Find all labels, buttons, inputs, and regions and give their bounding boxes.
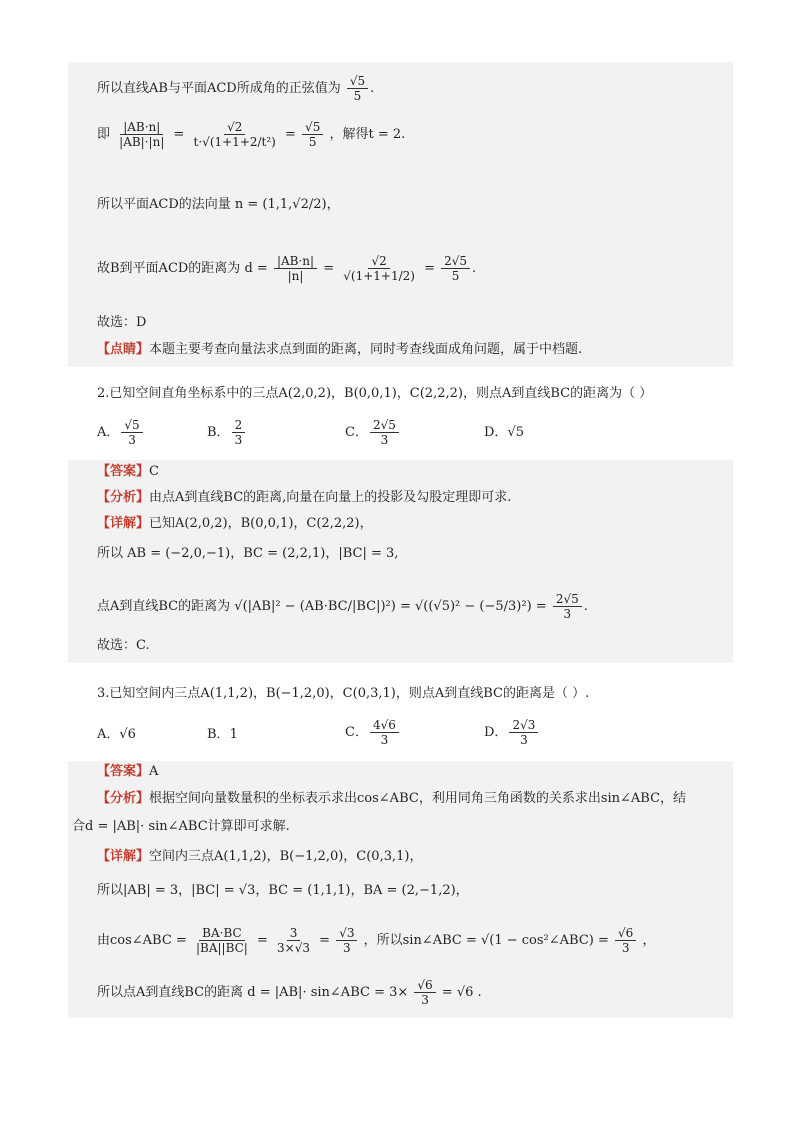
q2-stem: 2.已知空间直角坐标系中的三点A(2,0,2)，B(0,0,1)，C(2,2,2)，则点A到直线BC的距离为（ ） bbox=[97, 386, 653, 401]
solution-block-3 bbox=[68, 761, 733, 1018]
frac-den: t·√(1+1+2/t²) bbox=[193, 135, 276, 149]
answer-value: A bbox=[149, 764, 159, 779]
p1-dianjing bbox=[97, 342, 582, 358]
frac-den: 3 bbox=[421, 993, 429, 1007]
p1-line3: 所以平面ACD的法向量 n = (1,1,√2/2)， bbox=[97, 197, 340, 212]
frac-num: 4√6 bbox=[370, 718, 399, 733]
frac-den: 3 bbox=[128, 433, 136, 447]
p1-line2-post: ，解得t = 2. bbox=[329, 127, 406, 142]
a3-cos: 由cos∠ABC = $\frac{BA\cdot BC}{|BA||BC|}$ = $\frac{3}{3\times√3}$ = $\frac{√3}{3}$ ，所以sin∠ABC = √(1 − cos²∠ABC) = $\frac{√6}{3}$ ， bbox=[97, 926, 656, 955]
frac-den: 3 bbox=[380, 733, 389, 747]
xiangjie-text: 已知A(2,0,2)，B(0,0,1)，C(2,2,2)， bbox=[149, 516, 373, 531]
p1-line2: 即 $\frac{|AB\cdot n|}{|AB|\cdot|n|}$ = $\frac{√2}{\text{t·√(1+1+2/t²)}}$ = $\frac{√5}{5}$ ，解得t = 2. bbox=[97, 120, 406, 149]
p1-line2-lhs bbox=[116, 120, 167, 149]
frac-num: √2 bbox=[224, 120, 245, 135]
option-label: C． bbox=[345, 725, 368, 740]
option-label: D． bbox=[484, 425, 508, 440]
fenxi-text: 根据空间向量数量积的坐标表示求出cos∠ABC，利用同角三角函数的关系求出sin∠ABC，结 bbox=[149, 791, 687, 806]
frac-num: 3 bbox=[287, 926, 301, 941]
p1-line2-mid bbox=[191, 120, 279, 149]
frac-num: 2√5 bbox=[370, 418, 399, 433]
frac-num: √2 bbox=[368, 254, 389, 269]
dist-frac bbox=[553, 592, 582, 621]
frac-den: 5 bbox=[451, 269, 460, 283]
p1-line4-f1 bbox=[274, 254, 317, 283]
cos-f4 bbox=[615, 926, 636, 955]
answer-tag: 【答案】 bbox=[97, 464, 150, 479]
dianjing-tag: 【点睛】 bbox=[97, 342, 150, 357]
dianjing-text: 本题主要考查向量法求点到面的距离，同时考查线面成角问题，属于中档题. bbox=[149, 342, 583, 357]
q2-option-c bbox=[345, 418, 401, 447]
final-pre: 所以点A到直线BC的距离 d = |AB|· sin∠ABC = 3× bbox=[97, 985, 409, 1000]
q2-option-a bbox=[97, 418, 145, 447]
fenxi-text: 由点A到直线BC的距离,向量在向量上的投影及勾股定理即可求. bbox=[149, 490, 512, 505]
cos-pre: 由cos∠ABC = bbox=[97, 933, 187, 948]
a2-vec: 所以 AB = (−2,0,−1)，BC = (2,2,1)，|BC| = 3, bbox=[97, 546, 399, 561]
option-label: C． bbox=[345, 425, 368, 440]
option-label: A． bbox=[97, 727, 120, 742]
frac-den: 3×√3 bbox=[277, 941, 311, 955]
option-frac bbox=[370, 718, 399, 747]
xiangjie-text: 空间内三点A(1,1,2)，B(−1,2,0)，C(0,3,1)， bbox=[149, 849, 423, 864]
frac-den: 5 bbox=[353, 89, 362, 103]
option-label: B． bbox=[207, 727, 230, 742]
frac-den: 3 bbox=[234, 433, 243, 447]
frac-num: 2√3 bbox=[509, 718, 538, 733]
frac-den: |n| bbox=[287, 269, 304, 283]
xiangjie-tag: 【详解】 bbox=[97, 849, 150, 864]
frac-num: |AB·n| bbox=[274, 254, 317, 269]
frac-den: 3 bbox=[520, 733, 528, 747]
answer-tag: 【答案】 bbox=[97, 764, 150, 779]
frac-num: √5 bbox=[302, 120, 323, 135]
p1-line1-frac bbox=[347, 74, 368, 103]
cos-f1 bbox=[193, 926, 251, 955]
frac-num: √6 bbox=[615, 926, 636, 941]
xiangjie-tag: 【详解】 bbox=[97, 516, 150, 531]
frac-num: √6 bbox=[414, 978, 435, 993]
a3-fenxi-2: 合d = |AB|· sin∠ABC计算即可求解. bbox=[72, 819, 290, 834]
option-label: D． bbox=[484, 725, 508, 740]
frac-num: √5 bbox=[121, 418, 142, 433]
frac-num: 2 bbox=[232, 418, 246, 433]
a2-dist: 点A到直线BC的距离为 √(|AB|² − (AB·BC/|BC|)²) = √((√5)² − (−5/3)²) = $\frac{2√5}{3}$ . bbox=[97, 592, 588, 621]
solution-block-2 bbox=[68, 460, 733, 663]
frac-den: 3 bbox=[380, 433, 389, 447]
frac-den: 3 bbox=[343, 941, 351, 955]
a2-xiangjie bbox=[97, 516, 373, 532]
solution-block-1 bbox=[68, 62, 733, 367]
option-frac bbox=[232, 418, 246, 447]
p1-line4-f2 bbox=[340, 254, 418, 283]
frac-den: 5 bbox=[308, 135, 317, 149]
cos-f3 bbox=[336, 926, 357, 955]
p1-line2-pre: 即 bbox=[97, 127, 111, 142]
q2-option-b bbox=[207, 418, 247, 447]
cos-mid: ，所以sin∠ABC = √(1 − cos²∠ABC) = bbox=[363, 933, 609, 948]
option-label: A． bbox=[97, 425, 120, 440]
option-value: √5 bbox=[507, 425, 524, 440]
a3-xiangjie bbox=[97, 849, 422, 865]
frac-den: √(1+1+1/2) bbox=[343, 269, 415, 283]
q3-stem: 3.已知空间内三点A(1,1,2)，B(−1,2,0)，C(0,3,1)，则点A到直线BC的距离是（ ）. bbox=[97, 686, 590, 701]
p1-line4-f3 bbox=[441, 254, 470, 283]
p1-line4-pre: 故B到平面ACD的距离为 d = bbox=[97, 261, 268, 276]
dist-expr: √(|AB|² − (AB·BC/|BC|)²) = √((√5)² − (−5/3)²) = bbox=[234, 599, 547, 614]
p1-line4: 故B到平面ACD的距离为 d = $\frac{|AB\cdot n|}{|n|}$ = $\frac{√2}{√(1+1+1/2)}$ = $\frac{2√5}{5}$ . bbox=[97, 254, 477, 283]
p1-line5: 故选：D bbox=[97, 315, 147, 330]
frac-den: |BA||BC| bbox=[195, 941, 248, 955]
p1-line2-rhs bbox=[302, 120, 323, 149]
option-frac bbox=[370, 418, 399, 447]
a3-answer bbox=[97, 764, 158, 780]
fenxi-tag: 【分析】 bbox=[97, 490, 150, 505]
q3-option-b bbox=[207, 727, 238, 743]
cos-f2 bbox=[274, 926, 313, 955]
frac-num: 2√5 bbox=[441, 254, 470, 269]
dist-pre: 点A到直线BC的距离为 bbox=[97, 599, 231, 614]
option-frac bbox=[509, 718, 538, 747]
frac-num: |AB·n| bbox=[120, 120, 163, 135]
q3-option-d bbox=[484, 718, 540, 747]
final-frac bbox=[414, 978, 435, 1007]
q3-option-c bbox=[345, 718, 401, 747]
a3-fenxi-1 bbox=[97, 791, 686, 807]
option-label: B． bbox=[207, 425, 230, 440]
cos-end: ， bbox=[642, 933, 656, 948]
frac-num: √5 bbox=[347, 74, 368, 89]
option-value: 1 bbox=[229, 727, 238, 742]
frac-den: |AB|·|n| bbox=[119, 135, 165, 149]
fenxi-tag: 【分析】 bbox=[97, 791, 150, 806]
frac-num: √3 bbox=[336, 926, 357, 941]
a2-answer bbox=[97, 464, 159, 480]
option-frac bbox=[121, 418, 142, 447]
frac-den: 3 bbox=[563, 607, 572, 621]
option-value: √6 bbox=[119, 727, 136, 742]
a3-final bbox=[97, 978, 482, 1007]
q3-option-a bbox=[97, 727, 136, 743]
a2-fenxi bbox=[97, 490, 511, 506]
frac-num: 2√5 bbox=[553, 592, 582, 607]
p1-line1-text: 所以直线AB与平面ACD所成角的正弦值为 bbox=[97, 81, 341, 96]
final-end: = √6 . bbox=[441, 985, 482, 1000]
q2-option-d bbox=[484, 425, 524, 441]
p1-line1: 所以直线AB与平面ACD所成角的正弦值为 $\frac{√5}{5}$ . bbox=[97, 74, 375, 103]
frac-den: 3 bbox=[621, 941, 630, 955]
answer-value: C bbox=[149, 464, 159, 479]
frac-num: BA·BC bbox=[199, 926, 245, 941]
a2-final: 故选：C. bbox=[97, 638, 150, 653]
a3-vec: 所以|AB| = 3，|BC| = √3，BC = (1,1,1)，BA = (2,−1,2)， bbox=[97, 883, 469, 898]
